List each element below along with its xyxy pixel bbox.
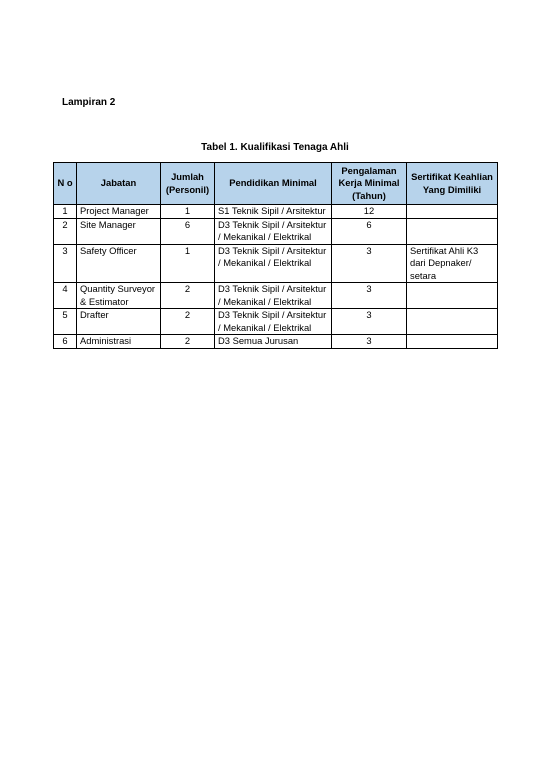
cell-pengalaman: 3 [332,283,407,309]
cell-sertifikat [407,205,498,219]
cell-pengalaman: 3 [332,309,407,335]
table-row [54,205,498,219]
cell-jabatan: Project Manager [77,205,161,219]
cell-pengalaman: 3 [332,244,407,283]
header-no: N o [54,163,77,205]
header-sertifikat: Sertifikat Keahlian Yang Dimiliki [407,163,498,205]
cell-pendidikan: S1 Teknik Sipil / Arsitektur [215,205,332,219]
cell-sertifikat: Sertifikat Ahli K3 dari Depnaker/ setara [407,244,498,283]
cell-sertifikat [407,283,498,309]
cell-pengalaman: 6 [332,218,407,244]
cell-sertifikat [407,218,498,244]
cell-jabatan: Site Manager [77,218,161,244]
cell-jumlah: 1 [161,205,215,219]
cell-no: 6 [54,335,77,349]
cell-pengalaman: 12 [332,205,407,219]
header-pengalaman: Pengalaman Kerja Minimal (Tahun) [332,163,407,205]
header-jumlah: Jumlah (Personil) [161,163,215,205]
cell-no: 5 [54,309,77,335]
table-row [54,335,498,349]
cell-jumlah: 1 [161,244,215,283]
cell-sertifikat [407,335,498,349]
cell-sertifikat [407,309,498,335]
cell-pendidikan: D3 Teknik Sipil / Arsitektur / Mekanikal / Elektrikal [215,244,332,283]
cell-pendidikan: D3 Teknik Sipil / Arsitektur / Mekanikal / Elektrikal [215,218,332,244]
cell-jabatan: Safety Officer [77,244,161,283]
table-caption: Tabel 1. Kualifikasi Tenaga Ahli [201,142,349,153]
table-row [54,244,498,283]
cell-pendidikan: D3 Teknik Sipil / Arsitektur / Mekanikal / Elektrikal [215,283,332,309]
cell-no: 4 [54,283,77,309]
cell-jabatan: Drafter [77,309,161,335]
cell-jumlah: 6 [161,218,215,244]
qualification-table [53,162,498,349]
table-row [54,283,498,309]
table-row [54,218,498,244]
header-jabatan: Jabatan [77,163,161,205]
cell-jumlah: 2 [161,309,215,335]
cell-no: 3 [54,244,77,283]
header-pendidikan: Pendidikan Minimal [215,163,332,205]
cell-jabatan: Administrasi [77,335,161,349]
cell-no: 2 [54,218,77,244]
cell-pendidikan: D3 Teknik Sipil / Arsitektur / Mekanikal / Elektrikal [215,309,332,335]
cell-jumlah: 2 [161,335,215,349]
cell-pendidikan: D3 Semua Jurusan [215,335,332,349]
table-header-row [54,163,498,205]
cell-pengalaman: 3 [332,335,407,349]
cell-jumlah: 2 [161,283,215,309]
cell-jabatan: Quantity Surveyor & Estimator [77,283,161,309]
appendix-label: Lampiran 2 [62,97,116,108]
table-row [54,309,498,335]
cell-no: 1 [54,205,77,219]
